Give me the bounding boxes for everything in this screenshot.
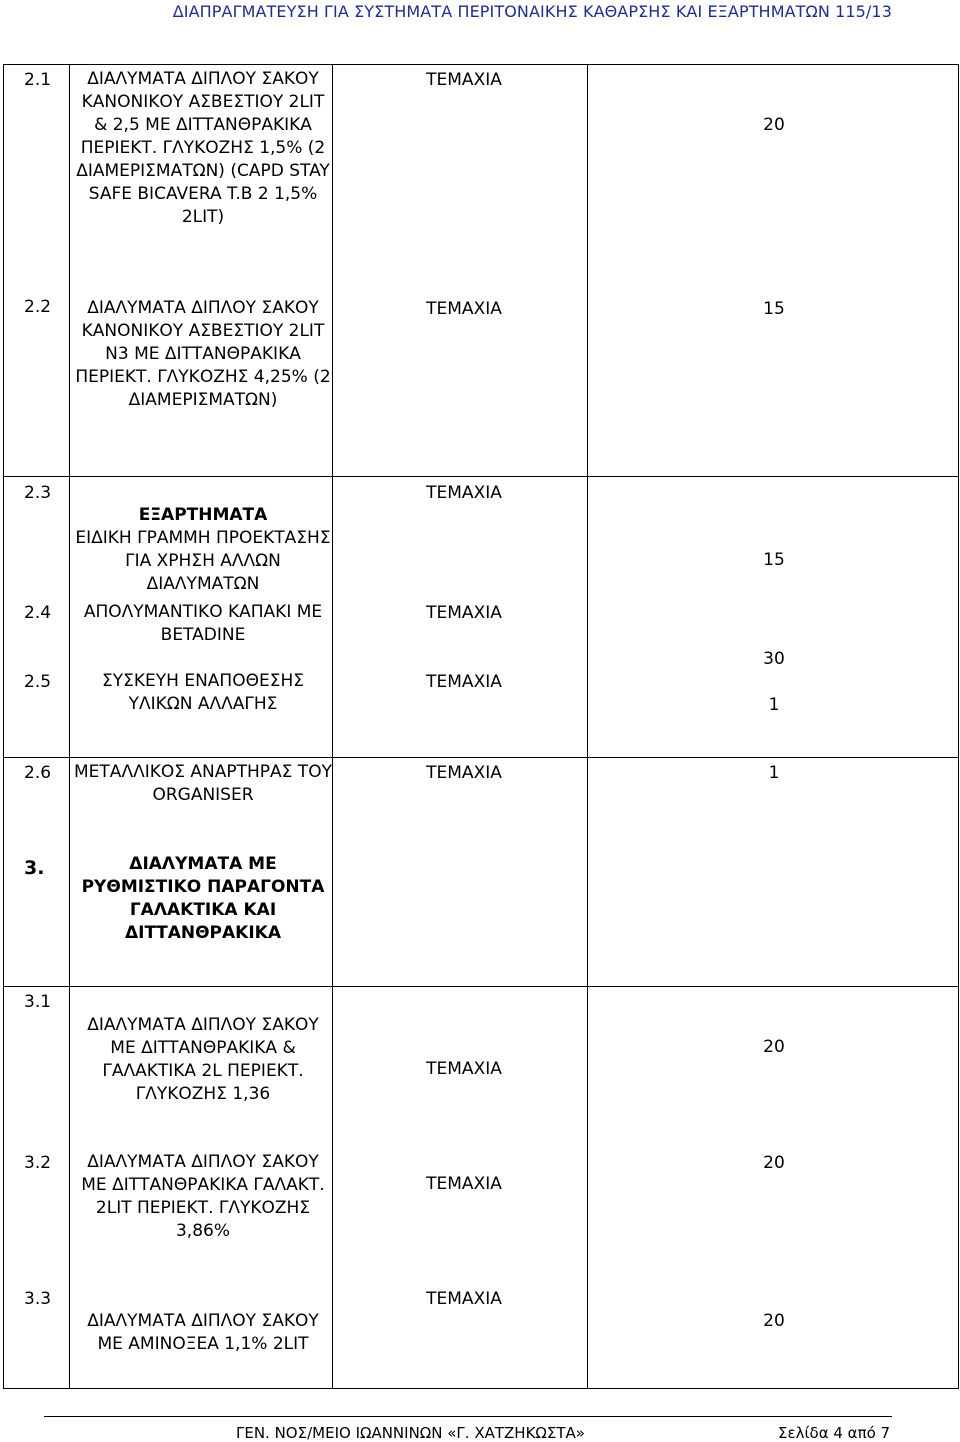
item-unit: ΤΕΜΑΧΙΑ [426, 70, 502, 90]
item-number: 3.1 [24, 992, 52, 1012]
item-unit: ΤΕΜΑΧΙΑ [426, 1059, 502, 1079]
footer-divider [44, 1416, 892, 1417]
column-separator [69, 65, 70, 1388]
item-quantity: 20 [763, 1311, 785, 1331]
item-unit: ΤΕΜΑΧΙΑ [426, 1289, 502, 1309]
row-separator [4, 986, 958, 987]
item-category-title: ΕΞΑΡΤΗΜΑΤΑ [138, 505, 268, 525]
row-separator [4, 757, 958, 758]
section-number: 3. [24, 857, 45, 879]
footer-page-number: Σελίδα 4 από 7 [778, 1424, 891, 1442]
item-quantity: 20 [763, 1153, 785, 1173]
item-quantity: 20 [763, 115, 785, 135]
item-unit: ΤΕΜΑΧΙΑ [426, 299, 502, 319]
item-description: ΣΥΣΚΕΥΗ ΕΝΑΠΟΘΕΣΗΣ ΥΛΙΚΩΝ ΑΛΛΑΓΗΣ [102, 671, 304, 714]
item-quantity: 1 [768, 763, 780, 783]
row-separator [4, 476, 958, 477]
column-separator [587, 65, 588, 1388]
item-description: ΔΙΑΛΥΜΑΤΑ ΔΙΠΛΟΥ ΣΑΚΟΥ ΜΕ ΔΙΤΤΑΝΘΡΑΚΙΚΑ & ΓΑΛΑΚΤΙΚΑ 2L ΠΕΡΙΕΚΤ. ΓΛΥΚΟΖΗΣ 1,36 [87, 1015, 319, 1104]
item-unit: ΤΕΜΑΧΙΑ [426, 672, 502, 692]
item-description: ΜΕΤΑΛΛΙΚΟΣ ΑΝΑΡΤΗΡΑΣ ΤΟΥ ORGANISER [74, 762, 332, 805]
footer-organization: ΓΕΝ. ΝΟΣ/ΜΕΙΟ ΙΩΑΝΝΙΝΩΝ «Γ. ΧΑΤΖΗΚΩΣΤΑ» [236, 1424, 585, 1442]
item-description: ΔΙΑΛΥΜΑΤΑ ΔΙΠΛΟΥ ΣΑΚΟΥ ΚΑΝΟΝΙΚΟΥ ΑΣΒΕΣΤΙΟΥ 2LIT & 2,5 ΜΕ ΔΙΤΤΑΝΘΡΑΚΙΚΑ ΠΕΡΙΕΚΤ. ΓΛΥΚΟΖΗΣ 1,5% (2 ΔΙΑΜΕΡΙΣΜΑΤΩΝ) (CAPD STAY SAFE BICAVERA T.B 2 1,5% 2LIT) [76, 69, 330, 227]
item-number: 2.6 [24, 763, 52, 783]
item-number: 2.3 [24, 483, 52, 503]
item-unit: ΤΕΜΑΧΙΑ [426, 1174, 502, 1194]
section-title: ΔΙΑΛΥΜΑΤΑ ΜΕ ΡΥΘΜΙΣΤΙΚΟ ΠΑΡΑΓΟΝΤΑ ΓΑΛΑΚΤΙΚΑ ΚΑΙ ΔΙΤΤΑΝΘΡΑΚΙΚΑ [81, 854, 325, 943]
item-number: 2.4 [24, 603, 52, 623]
item-quantity: 1 [768, 695, 780, 715]
item-quantity: 15 [763, 550, 785, 570]
item-description: ΔΙΑΛΥΜΑΤΑ ΔΙΠΛΟΥ ΣΑΚΟΥ ΚΑΝΟΝΙΚΟΥ ΑΣΒΕΣΤΙΟΥ 2LIT N3 ΜΕ ΔΙΤΤΑΝΘΡΑΚΙΚΑ ΠΕΡΙΕΚΤ. ΓΛΥΚΟΖΗΣ 4,25% (2 ΔΙΑΜΕΡΙΣΜΑΤΩΝ) [75, 298, 331, 410]
item-description: ΕΙΔΙΚΗ ΓΡΑΜΜΗ ΠΡΟΕΚΤΑΣΗΣ ΓΙΑ ΧΡΗΣΗ ΑΛΛΩΝ ΔΙΑΛΥΜΑΤΩΝ [75, 528, 331, 594]
item-number: 3.2 [24, 1153, 52, 1173]
item-quantity: 20 [763, 1037, 785, 1057]
item-number: 3.3 [24, 1289, 52, 1309]
item-description: ΑΠΟΛΥΜΑΝΤΙΚΟ ΚΑΠΑΚΙ ΜΕ BETADINE [83, 602, 323, 645]
item-unit: ΤΕΜΑΧΙΑ [426, 603, 502, 623]
item-quantity: 30 [763, 649, 785, 669]
item-quantity: 15 [763, 299, 785, 319]
item-description: ΔΙΑΛΥΜΑΤΑ ΔΙΠΛΟΥ ΣΑΚΟΥ ΜΕ ΔΙΤΤΑΝΘΡΑΚΙΚΑ ΓΑΛΑΚΤ. 2LIT ΠΕΡΙΕΚΤ. ΓΛΥΚΟΖΗΣ 3,86% [81, 1152, 325, 1241]
item-description: ΔΙΑΛΥΜΑΤΑ ΔΙΠΛΟΥ ΣΑΚΟΥ ΜΕ ΑΜΙΝΟΞΕΑ 1,1% 2LIT [87, 1311, 319, 1354]
item-unit: ΤΕΜΑΧΙΑ [426, 483, 502, 503]
item-number: 2.5 [24, 672, 52, 692]
items-table [3, 64, 959, 1389]
item-number: 2.1 [24, 70, 52, 90]
item-number: 2.2 [24, 297, 52, 317]
document-header: ΔΙΑΠΡΑΓΜΑΤΕΥΣΗ ΓΙΑ ΣΥΣΤΗΜΑΤΑ ΠΕΡΙΤΟΝΑΙΚΗΣ ΚΑΘΑΡΣΗΣ ΚΑΙ ΕΞΑΡΤΗΜΑΤΩΝ 115/13 [172, 2, 892, 21]
item-unit: ΤΕΜΑΧΙΑ [426, 763, 502, 783]
